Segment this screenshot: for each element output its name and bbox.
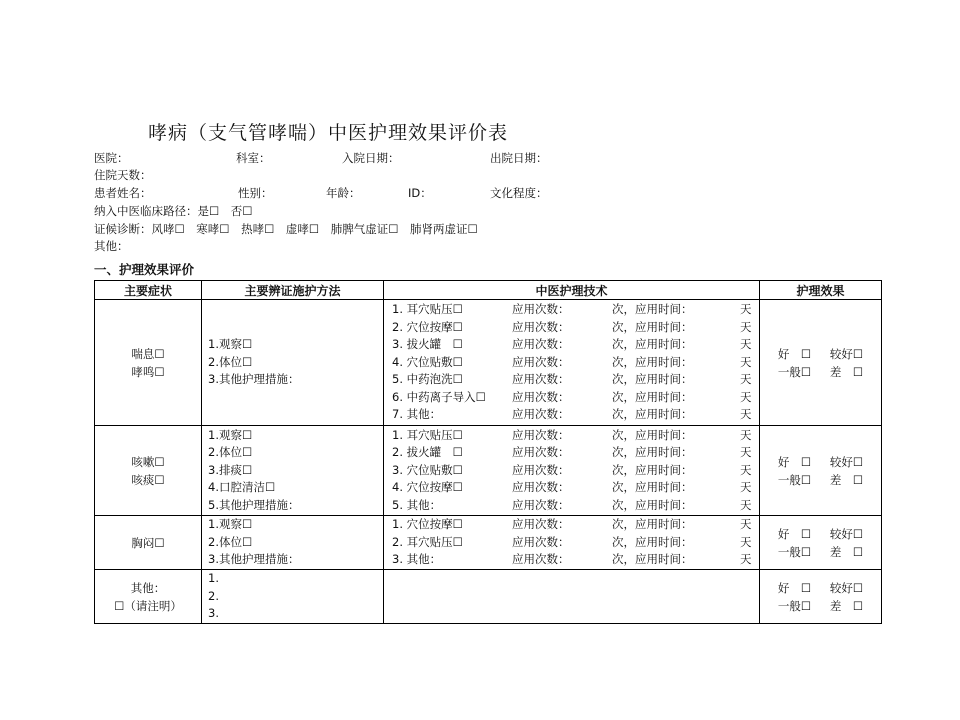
symptom-option[interactable]: ☐（请注明） (114, 598, 182, 613)
effect-option[interactable]: 差 ☐ (829, 472, 864, 487)
effect-cell (760, 570, 882, 624)
header-symptom: 主要症状 (95, 281, 202, 300)
technique-line[interactable] (392, 406, 759, 424)
effect-option[interactable]: 较好☐ (829, 526, 864, 541)
symptom-option[interactable]: 咳痰☐ (131, 472, 165, 487)
effect-row (760, 579, 881, 597)
technique-cell (384, 570, 760, 624)
duration-label: 次，应用时间： (612, 301, 693, 316)
effect-cell (760, 300, 882, 426)
day-unit: 天 (740, 354, 752, 369)
method-item[interactable]: 3.其他护理措施： (208, 372, 300, 387)
effect-option[interactable]: 好 ☐ (777, 580, 812, 595)
technique-name: 2. 耳穴贴压☐ (392, 534, 463, 549)
day-unit: 天 (740, 337, 752, 352)
symptom-option[interactable]: 咳嗽☐ (131, 454, 165, 469)
method-cell (202, 300, 384, 426)
method-item[interactable]: 1.观察☐ (208, 517, 253, 532)
day-unit: 天 (740, 301, 752, 316)
method-item[interactable]: 2.体位☐ (208, 445, 253, 460)
day-unit: 天 (740, 480, 752, 495)
method-item[interactable]: 4.口腔清洁☐ (208, 480, 276, 495)
technique-name: 3. 其他： (392, 552, 442, 567)
frequency-label: 应用次数： (512, 497, 570, 512)
header-effect: 护理效果 (760, 281, 882, 300)
day-unit: 天 (740, 407, 752, 422)
method-item[interactable]: 1. (208, 571, 219, 586)
technique-line[interactable] (392, 354, 759, 372)
stay-days-label: 住院天数： (94, 168, 152, 182)
symptom-option[interactable]: 其他： (130, 580, 166, 595)
technique-name: 5. 中药泡洗☐ (392, 372, 463, 387)
frequency-label: 应用次数： (512, 427, 570, 442)
method-item[interactable]: 1.观察☐ (208, 337, 253, 352)
method-item[interactable]: 2. (208, 588, 219, 603)
frequency-label: 应用次数： (512, 389, 570, 404)
duration-label: 次，应用时间： (612, 497, 693, 512)
frequency-label: 应用次数： (512, 517, 570, 532)
technique-line[interactable] (392, 389, 759, 407)
technique-name: 2. 拔火罐 ☐ (392, 445, 463, 460)
discharge-date-label: 出院日期： (490, 151, 548, 165)
method-item[interactable]: 3. (208, 606, 219, 621)
symptom-cell (95, 300, 202, 426)
id-label: ID： (408, 186, 432, 200)
method-cell (202, 426, 384, 516)
method-item[interactable]: 5.其他护理措施： (208, 497, 300, 512)
effect-option[interactable]: 差 ☐ (829, 544, 864, 559)
method-item[interactable]: 3.其他护理措施： (208, 552, 300, 567)
duration-label: 次，应用时间： (612, 462, 693, 477)
frequency-label: 应用次数： (512, 534, 570, 549)
age-label: 年龄： (326, 186, 361, 200)
effect-row (760, 525, 881, 543)
effect-row (760, 453, 881, 471)
day-unit: 天 (740, 534, 752, 549)
day-unit: 天 (740, 319, 752, 334)
effect-option[interactable]: 较好☐ (829, 346, 864, 361)
technique-line[interactable] (392, 444, 759, 462)
diagnosis-label: 证候诊断：风哮☐ 寒哮☐ 热哮☐ 虚哮☐ 肺脾气虚证☐ 肺肾两虚证☐ (94, 222, 478, 236)
technique-line[interactable] (392, 516, 759, 534)
frequency-label: 应用次数： (512, 462, 570, 477)
technique-name: 5. 其他： (392, 497, 442, 512)
frequency-label: 应用次数： (512, 319, 570, 334)
technique-name: 4. 穴位贴敷☐ (392, 354, 463, 369)
effect-option[interactable]: 较好☐ (829, 454, 864, 469)
technique-name: 4. 穴位按摩☐ (392, 480, 463, 495)
symptom-option[interactable]: 哮鸣☐ (131, 364, 165, 379)
duration-label: 次，应用时间： (612, 552, 693, 567)
gender-label: 性别： (238, 186, 273, 200)
effect-row (760, 597, 881, 615)
duration-label: 次，应用时间： (612, 319, 693, 334)
evaluation-table (94, 280, 882, 624)
table-header-row (95, 281, 882, 300)
symptom-cell (95, 516, 202, 570)
technique-line[interactable] (392, 371, 759, 389)
hospital-label: 医院： (94, 151, 129, 165)
effect-option[interactable]: 差 ☐ (829, 598, 864, 613)
pathway-label: 纳入中医临床路径：是☐ 否☐ (94, 204, 253, 218)
method-cell (202, 570, 384, 624)
section-title: 一、护理效果评价 (94, 262, 195, 277)
technique-line[interactable] (392, 479, 759, 497)
frequency-label: 应用次数： (512, 407, 570, 422)
table-row (95, 570, 882, 624)
technique-line[interactable] (392, 427, 759, 445)
technique-name: 6. 中药离子导入☐ (392, 389, 486, 404)
duration-label: 次，应用时间： (612, 534, 693, 549)
effect-cell (760, 516, 882, 570)
department-label: 科室： (236, 151, 271, 165)
symptom-option[interactable]: 喘息☐ (131, 346, 165, 361)
technique-line[interactable] (392, 319, 759, 337)
day-unit: 天 (740, 462, 752, 477)
admit-date-label: 入院日期： (342, 151, 400, 165)
technique-name: 1. 耳穴贴压☐ (392, 301, 463, 316)
method-item[interactable]: 2.体位☐ (208, 354, 253, 369)
duration-label: 次，应用时间： (612, 445, 693, 460)
symptom-cell (95, 570, 202, 624)
frequency-label: 应用次数： (512, 445, 570, 460)
effect-option[interactable]: 好 ☐ (777, 346, 812, 361)
technique-name: 1. 穴位按摩☐ (392, 517, 463, 532)
technique-line[interactable] (392, 462, 759, 480)
frequency-label: 应用次数： (512, 354, 570, 369)
frequency-label: 应用次数： (512, 301, 570, 316)
duration-label: 次，应用时间： (612, 337, 693, 352)
frequency-label: 应用次数： (512, 552, 570, 567)
effect-row (760, 363, 881, 381)
technique-name: 2. 穴位按摩☐ (392, 319, 463, 334)
technique-cell (384, 300, 760, 426)
table-row (95, 516, 882, 570)
technique-cell (384, 426, 760, 516)
duration-label: 次，应用时间： (612, 427, 693, 442)
other-label: 其他： (94, 239, 129, 253)
effect-option[interactable]: 一般☐ (777, 472, 812, 487)
symptom-cell (95, 426, 202, 516)
day-unit: 天 (740, 389, 752, 404)
effect-option[interactable]: 好 ☐ (777, 526, 812, 541)
effect-option[interactable]: 好 ☐ (777, 454, 812, 469)
patient-name-label: 患者姓名： (94, 186, 152, 200)
day-unit: 天 (740, 517, 752, 532)
effect-row (760, 345, 881, 363)
technique-line[interactable] (392, 336, 759, 354)
effect-cell (760, 426, 882, 516)
duration-label: 次，应用时间： (612, 407, 693, 422)
method-item[interactable]: 1.观察☐ (208, 427, 253, 442)
day-unit: 天 (740, 552, 752, 567)
technique-name: 3. 穴位贴敷☐ (392, 462, 463, 477)
method-cell (202, 516, 384, 570)
method-item[interactable]: 3.排痰☐ (208, 462, 253, 477)
frequency-label: 应用次数： (512, 480, 570, 495)
technique-line[interactable] (392, 497, 759, 515)
effect-option[interactable]: 一般☐ (777, 364, 812, 379)
technique-line[interactable] (392, 534, 759, 552)
duration-label: 次，应用时间： (612, 480, 693, 495)
technique-name: 7. 其他： (392, 407, 442, 422)
effect-option[interactable]: 一般☐ (777, 544, 812, 559)
day-unit: 天 (740, 445, 752, 460)
education-label: 文化程度： (490, 186, 548, 200)
effect-row (760, 471, 881, 489)
effect-row (760, 543, 881, 561)
effect-option[interactable]: 较好☐ (829, 580, 864, 595)
duration-label: 次，应用时间： (612, 372, 693, 387)
day-unit: 天 (740, 372, 752, 387)
technique-name: 3. 拔火罐 ☐ (392, 337, 463, 352)
technique-line[interactable] (392, 301, 759, 319)
day-unit: 天 (740, 497, 752, 512)
header-technique: 中医护理技术 (384, 281, 760, 300)
technique-name: 1. 耳穴贴压☐ (392, 427, 463, 442)
symptom-option[interactable]: 胸闷☐ (131, 535, 165, 550)
table-row (95, 426, 882, 516)
header-method: 主要辨证施护方法 (202, 281, 384, 300)
technique-cell (384, 516, 760, 570)
effect-option[interactable]: 差 ☐ (829, 364, 864, 379)
table-row (95, 300, 882, 426)
method-item[interactable]: 2.体位☐ (208, 534, 253, 549)
duration-label: 次，应用时间： (612, 517, 693, 532)
frequency-label: 应用次数： (512, 372, 570, 387)
duration-label: 次，应用时间： (612, 389, 693, 404)
effect-option[interactable]: 一般☐ (777, 598, 812, 613)
duration-label: 次，应用时间： (612, 354, 693, 369)
frequency-label: 应用次数： (512, 337, 570, 352)
technique-line[interactable] (392, 551, 759, 569)
form-title: 哮病（支气管哮喘）中医护理效果评价表 (148, 122, 509, 144)
day-unit: 天 (740, 427, 752, 442)
